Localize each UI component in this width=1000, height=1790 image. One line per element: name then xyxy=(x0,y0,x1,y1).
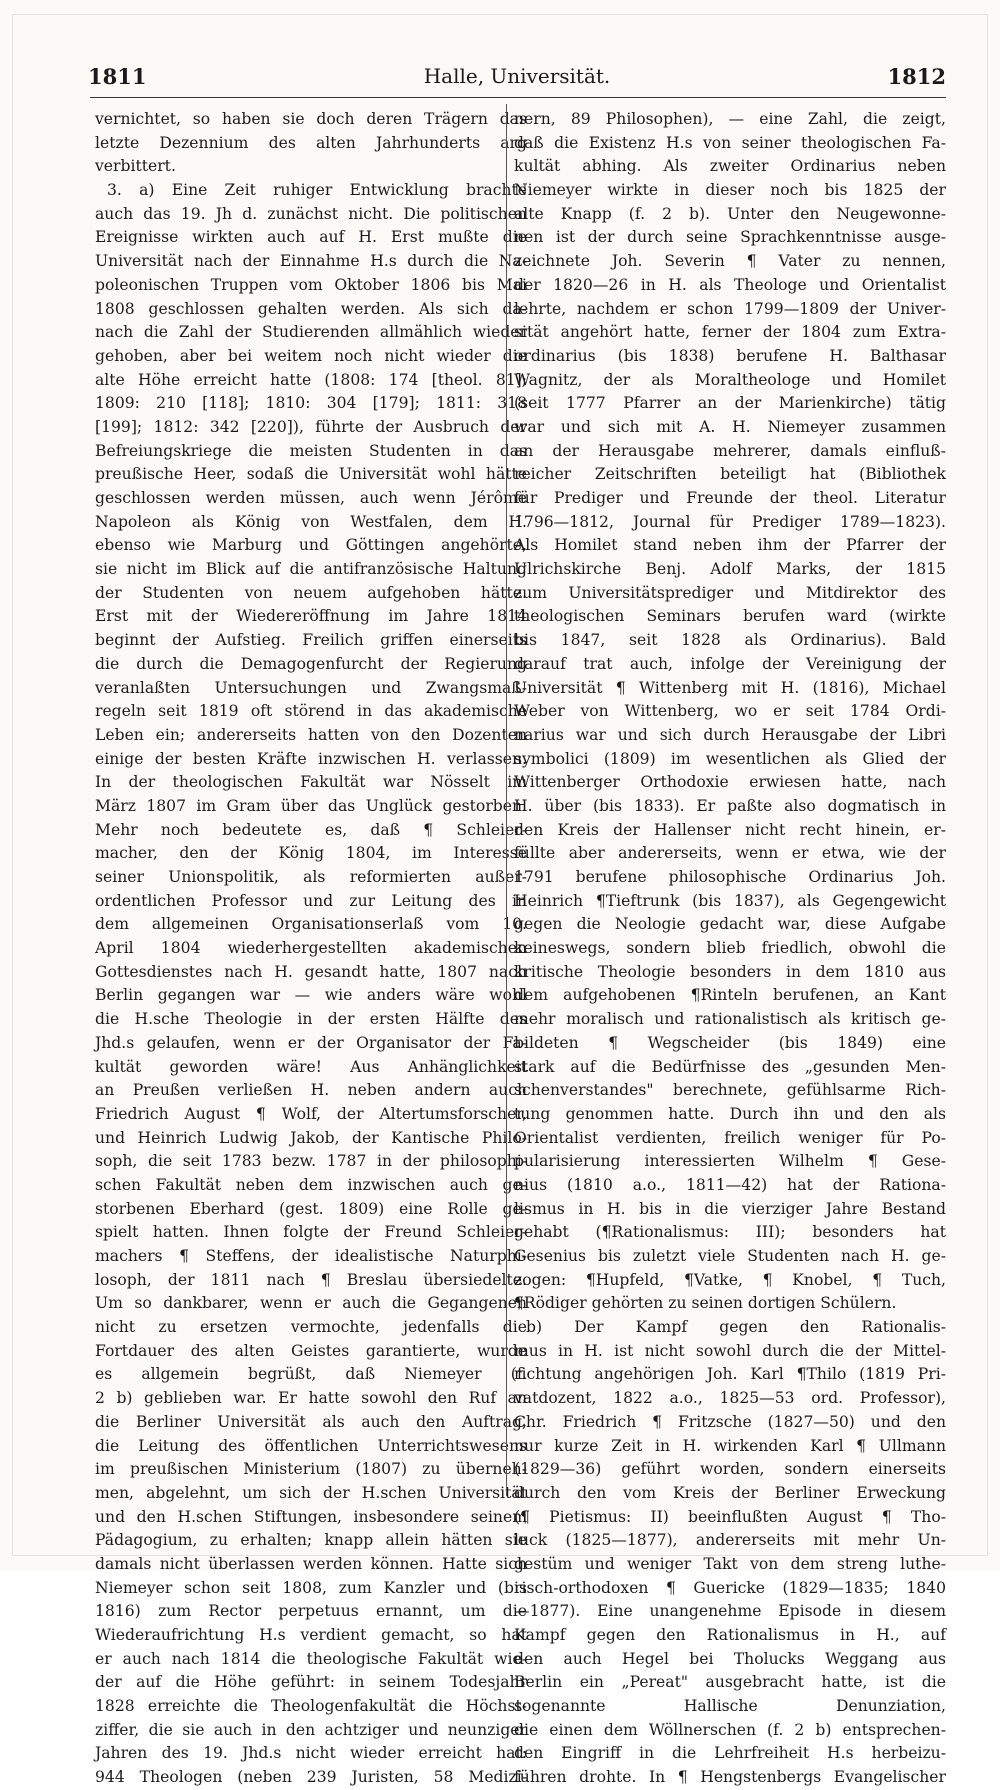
text-line: Erst mit der Wiedereröffnung im Jahre 1814 xyxy=(95,607,527,626)
text-line: ¶Rödiger gehörten zu seinen dortigen Schülern. xyxy=(514,1294,897,1313)
text-line: risch-orthodoxen ¶ Guericke (1829—1835; 1840 xyxy=(514,1578,946,1597)
text-line: (seit 1777 Pfarrer an der Marienkirche) tätig xyxy=(514,394,946,413)
text-line: war und sich mit A. H. Niemeyer zusammen xyxy=(514,417,946,436)
text-line: regeln seit 1819 oft störend in das akademische xyxy=(95,702,527,721)
text-line: kultät abhing. Als zweiter Ordinarius neben xyxy=(514,157,946,176)
text-line: sität angehört hatte, ferner der 1804 zum Extra- xyxy=(514,323,946,342)
text-line: Um so dankbarer, wenn er auch die Gegangenen xyxy=(95,1294,527,1313)
text-line: theologischen Seminars berufen ward (wirkte xyxy=(514,607,946,626)
text-line: Chr. Friedrich ¶ Fritzsche (1827—50) und den xyxy=(514,1412,946,1431)
text-line: 1809: 210 [118]; 1810: 304 [179]; 1811: 318 xyxy=(95,394,527,413)
text-line: der Studenten von neuem aufgehoben hätte. xyxy=(95,583,527,602)
text-line: Jahren des 19. Jhd.s nicht wieder erreicht hat: xyxy=(95,1744,527,1763)
text-line: (¶ Pietismus: II) beeinflußten August ¶ Tho- xyxy=(514,1507,946,1526)
text-line: In der theologischen Fakultät war Nösselt im xyxy=(95,773,527,792)
text-line: Leben ein; andererseits hatten von den Dozenten xyxy=(95,725,527,744)
text-line: auch das 19. Jh d. zunächst nicht. Die politischen xyxy=(95,204,527,223)
text-line: sogenannte Hallische Denunziation, xyxy=(514,1697,946,1716)
text-line: dem allgemeinen Organisationserlaß vom 10. xyxy=(95,915,527,934)
text-line: Als Homilet stand neben ihm der Pfarrer der xyxy=(514,536,946,555)
text-line: zum Universitätsprediger und Mitdirektor des xyxy=(514,583,946,602)
text-line: ordinarius (bis 1838) berufene H. Balthasar xyxy=(514,346,946,365)
text-line: storbenen Eberhard (gest. 1809) eine Rolle ge- xyxy=(95,1199,527,1218)
text-line: H. über (bis 1833). Er paßte also dogmatisch in xyxy=(514,796,946,815)
text-line: Befreiungskriege die meisten Studenten in das xyxy=(95,441,527,460)
text-line: men, abgelehnt, um sich der H.schen Universität xyxy=(95,1483,527,1502)
text-line: den Kreis der Hallenser nicht recht hinein, er- xyxy=(514,820,946,839)
running-header xyxy=(88,58,946,94)
text-line: bildeten ¶ Wegscheider (bis 1849) eine xyxy=(514,1033,946,1052)
text-line: sie nicht im Blick auf die antifranzösische Haltung xyxy=(95,560,527,579)
text-line: Ereignisse wirkten auch auf H. Erst mußte die xyxy=(95,228,527,247)
text-line: durch den vom Kreis der Berliner Erweckung xyxy=(514,1483,946,1502)
text-line: nen ist der durch seine Sprachkenntnisse ausge- xyxy=(514,228,946,247)
text-line: 1816) zum Rector perpetuus ernannt, um die xyxy=(95,1602,527,1621)
text-line: gegen die Neologie gedacht war, diese Aufgabe xyxy=(514,915,946,934)
text-line: 1808 geschlossen gehalten werden. Als sich da- xyxy=(95,299,527,318)
text-line: reicher Zeitschriften beteiligt hat (Bibliothek xyxy=(514,465,946,484)
text-line: narius war und sich durch Herausgabe der Libri xyxy=(514,725,946,744)
text-line: Niemeyer wirkte in dieser noch bis 1825 der xyxy=(514,181,946,200)
text-line: veranlaßten Untersuchungen und Zwangsmaß- xyxy=(95,678,527,697)
text-line: beginnt der Aufstieg. Freilich griffen einerseits xyxy=(95,631,527,650)
text-line: pularisierung interessierten Wilhelm ¶ Gese- xyxy=(514,1152,946,1171)
text-line: nicht zu ersetzen vermochte, jedenfalls die xyxy=(95,1318,527,1337)
text-line: gestüm und weniger Takt von dem streng luthe- xyxy=(514,1554,946,1573)
page-number-right: 1812 xyxy=(887,63,946,89)
text-line: Niemeyer schon seit 1808, zum Kanzler und (bis xyxy=(95,1578,527,1597)
text-line: ebenso wie Marburg und Göttingen angehörte, xyxy=(95,536,527,555)
text-line: preußische Heer, sodaß die Universität wohl hätte xyxy=(95,465,527,484)
text-line: Wagnitz, der als Moraltheologe und Homilet xyxy=(514,370,946,389)
text-line: lehrte, nachdem er schon 1799—1809 der Univer- xyxy=(514,299,946,318)
text-line: Berlin gegangen war — wie anders wäre wohl xyxy=(95,986,527,1005)
text-line: Wittenberger Orthodoxie erwiesen hatte, nach xyxy=(514,773,946,792)
text-line: mehr moralisch und rationalistisch als kritisch ge- xyxy=(514,1010,946,1029)
text-line: ziffer, die sie auch in den achtziger und neunziger xyxy=(95,1720,527,1739)
page-number-left: 1811 xyxy=(88,63,147,89)
right-column xyxy=(514,108,946,1787)
text-line: schen Fakultät neben dem inzwischen auch ge- xyxy=(95,1175,527,1194)
text-line: Gottesdienstes nach H. gesandt hatte, 1807 nach xyxy=(95,962,527,981)
text-line: Universität ¶ Wittenberg mit H. (1816), Michael xyxy=(514,678,946,697)
text-line: für Prediger und Freunde der theol. Literatur xyxy=(514,489,946,507)
running-title: Halle, Universität. xyxy=(423,64,611,88)
text-line: die durch die Demagogenfurcht der Regierung xyxy=(95,654,527,673)
text-line: den Eingriff in die Lehrfreiheit H.s herbeizu- xyxy=(514,1744,946,1763)
text-line: richtung angehörigen Joh. Karl ¶Thilo (1819 Pri- xyxy=(514,1365,946,1384)
column-divider xyxy=(506,104,507,1496)
text-line: Gesenius bis zuletzt viele Studenten nach H. ge- xyxy=(514,1247,946,1265)
text-line: stark auf die Bedürfnisse des „gesunden Men- xyxy=(514,1057,946,1076)
text-line: die H.sche Theologie in der ersten Hälfte des xyxy=(95,1010,527,1029)
text-line: 1828 erreichte die Theologenfakultät die Höchst- xyxy=(95,1697,527,1716)
text-line: kritische Theologie besonders in dem 1810 aus xyxy=(514,962,946,981)
text-line: daß die Existenz H.s von seiner theologischen Fa- xyxy=(514,133,946,152)
text-line: damals nicht überlassen werden können. Hatte sich xyxy=(95,1554,527,1573)
header-rule xyxy=(90,97,946,98)
text-line: April 1804 wiederhergestellten akademischen xyxy=(95,939,527,958)
text-line: die einen dem Wöllnerschen (f. 2 b) entsprechen- xyxy=(514,1720,946,1739)
text-line: machers ¶ Steffens, der idealistische Naturphi- xyxy=(95,1247,527,1265)
text-line: die Leitung des öffentlichen Unterrichtswesens xyxy=(95,1436,527,1455)
text-line: 1796—1812, Journal für Prediger 1789—1823). xyxy=(514,512,946,531)
text-line: gehoben, aber bei weitem noch nicht wieder die xyxy=(95,346,527,365)
text-line: darauf trat auch, infolge der Vereinigung der xyxy=(514,654,946,673)
text-line: nur kurze Zeit in H. wirkenden Karl ¶ Ullmann xyxy=(514,1436,946,1455)
text-line: an Preußen verließen H. neben andern auch xyxy=(95,1081,527,1100)
text-line: Napoleon als König von Westfalen, dem H. xyxy=(95,512,527,531)
left-column xyxy=(95,108,527,1787)
text-line: zogen: ¶Hupfeld, ¶Vatke, ¶ Knobel, ¶ Tuch, xyxy=(514,1270,946,1289)
text-line: poleonischen Truppen vom Oktober 1806 bis Mai xyxy=(95,275,527,294)
text-line: Friedrich August ¶ Wolf, der Altertumsforscher, xyxy=(95,1104,527,1123)
text-line: —1877). Eine unangenehme Episode in diesem xyxy=(514,1602,946,1621)
text-line: verbittert. xyxy=(95,157,176,176)
text-line: letzte Dezennium des alten Jahrhunderts arg xyxy=(95,133,527,152)
text-line: der auf die Höhe geführt: in seinem Todesjahr xyxy=(95,1673,527,1692)
text-line: Universität nach der Einnahme H.s durch die Na- xyxy=(95,252,527,271)
text-line: soph, die seit 1783 bezw. 1787 in der philosophi- xyxy=(95,1152,527,1171)
text-line: Kampf gegen den Rationalismus in H., auf xyxy=(514,1626,946,1644)
text-line: kultät geworden wäre! Aus Anhänglichkeit xyxy=(95,1057,527,1076)
text-line: 944 Theologen (neben 239 Juristen, 58 Medizi- xyxy=(95,1768,527,1787)
text-line: Fortdauer des alten Geistes garantierte, wurde xyxy=(95,1341,527,1360)
text-line: bis 1847, seit 1828 als Ordinarius). Bald xyxy=(514,631,946,650)
text-line: und Heinrich Ludwig Jakob, der Kantische Philo- xyxy=(95,1128,527,1147)
text-line: führen drohte. In ¶ Hengstenbergs Evangelischer xyxy=(514,1768,946,1787)
text-line: 2 b) geblieben war. Er hatte sowohl den Ruf an xyxy=(95,1389,527,1408)
text-line: schenverstandes" berechnete, gefühlsarme Rich- xyxy=(514,1081,946,1100)
text-line: die Berliner Universität als auch den Auftrag, xyxy=(95,1412,527,1431)
text-line: März 1807 im Gram über das Unglück gestorben. xyxy=(95,796,527,815)
text-line: an der Herausgabe mehrerer, damals einfluß- xyxy=(514,441,946,460)
text-line: seiner Unionspolitik, als reformierten außer- xyxy=(95,868,527,886)
text-line: Berlin ein „Pereat" ausgebracht hatte, ist die xyxy=(514,1673,946,1692)
text-line: tung genommen hatte. Durch ihn und den als xyxy=(514,1104,946,1123)
text-line: alte Knapp (f. 2 b). Unter den Neugewonne- xyxy=(514,204,946,223)
text-line: nach die Zahl der Studierenden allmählich wieder xyxy=(95,323,527,342)
text-line: (1829—36) geführt worden, sondern einerseits xyxy=(514,1460,946,1479)
text-line: es allgemein begrüßt, daß Niemeyer (f. xyxy=(95,1365,527,1384)
text-line: der 1820—26 in H. als Theologe und Orientalist xyxy=(514,275,946,294)
text-line: den auch Hegel bei Tholucks Weggang aus xyxy=(514,1649,946,1668)
text-line: macher, den der König 1804, im Interesse xyxy=(95,844,527,863)
text-line: 1791 berufene philosophische Ordinarius Joh. xyxy=(514,868,946,886)
text-line: Wiederaufrichtung H.s verdient gemacht, so hat xyxy=(95,1626,527,1644)
text-line: Mehr noch bedeutete es, daß ¶ Schleier- xyxy=(95,820,527,839)
text-line: nern, 89 Philosophen), — eine Zahl, die zeigt, xyxy=(514,110,946,128)
text-line: gehabt (¶Rationalismus: III); besonders hat xyxy=(514,1223,946,1242)
text-line: Ulrichskirche Benj. Adolf Marks, der 1815 xyxy=(514,560,946,579)
text-line: symbolici (1809) im wesentlichen als Glied der xyxy=(514,749,946,768)
text-line: zeichnete Joh. Severin ¶ Vater zu nennen, xyxy=(514,252,946,271)
text-line: und den H.schen Stiftungen, insbesondere seinem xyxy=(95,1507,527,1526)
text-line: luck (1825—1877), andererseits mit mehr Un- xyxy=(514,1531,946,1550)
text-line: keineswegs, sondern blieb friedlich, obwohl die xyxy=(514,939,946,958)
text-line: Jhd.s gelaufen, wenn er der Organisator der Fa- xyxy=(95,1033,527,1052)
text-line: einige der besten Kräfte inzwischen H. verlassen. xyxy=(95,749,527,768)
text-line: alte Höhe erreicht hatte (1808: 174 [theol. 81]; xyxy=(95,370,527,389)
text-line: er auch nach 1814 die theologische Fakultät wie- xyxy=(95,1649,527,1668)
text-line: Heinrich ¶Tieftrunk (bis 1837), als Gegengewicht xyxy=(514,891,946,910)
text-line: Weber von Wittenberg, wo er seit 1784 Ordi- xyxy=(514,702,946,721)
text-line: losoph, der 1811 nach ¶ Breslau übersiedelte. xyxy=(95,1270,527,1289)
text-line: 3. a) Eine Zeit ruhiger Entwicklung brachte xyxy=(107,181,527,200)
text-line: im preußischen Ministerium (1807) zu überneh- xyxy=(95,1460,527,1479)
text-line: lismus in H. bis in die vierziger Jahre Bestand xyxy=(514,1199,946,1218)
text-line: spielt hatten. Ihnen folgte der Freund Schleier- xyxy=(95,1223,527,1242)
text-line: vatdozent, 1822 a.o., 1825—53 ord. Professor), xyxy=(514,1389,946,1408)
text-line: Orientalist verdienten, freilich weniger für Po- xyxy=(514,1128,946,1147)
text-line: geschlossen werden müssen, auch wenn Jérôme xyxy=(95,489,527,507)
text-line: füllte aber andererseits, wenn er etwa, wie der xyxy=(514,844,946,863)
text-line: ordentlichen Professor und zur Leitung des in xyxy=(95,891,527,910)
text-line: mus in H. ist nicht sowohl durch die der Mittel- xyxy=(514,1341,946,1360)
text-line: Pädagogium, zu erhalten; knapp allein hätten sie xyxy=(95,1531,527,1550)
text-line: b) Der Kampf gegen den Rationalis- xyxy=(526,1318,946,1337)
text-line: [199]; 1812: 342 [220]), führte der Ausbruch der xyxy=(95,417,527,436)
text-line: nius (1810 a.o., 1811—42) hat der Rationa- xyxy=(514,1175,946,1194)
text-line: dem aufgehobenen ¶Rinteln berufenen, an Kant xyxy=(514,986,946,1005)
text-line: vernichtet, so haben sie doch deren Trägern das xyxy=(95,110,527,128)
